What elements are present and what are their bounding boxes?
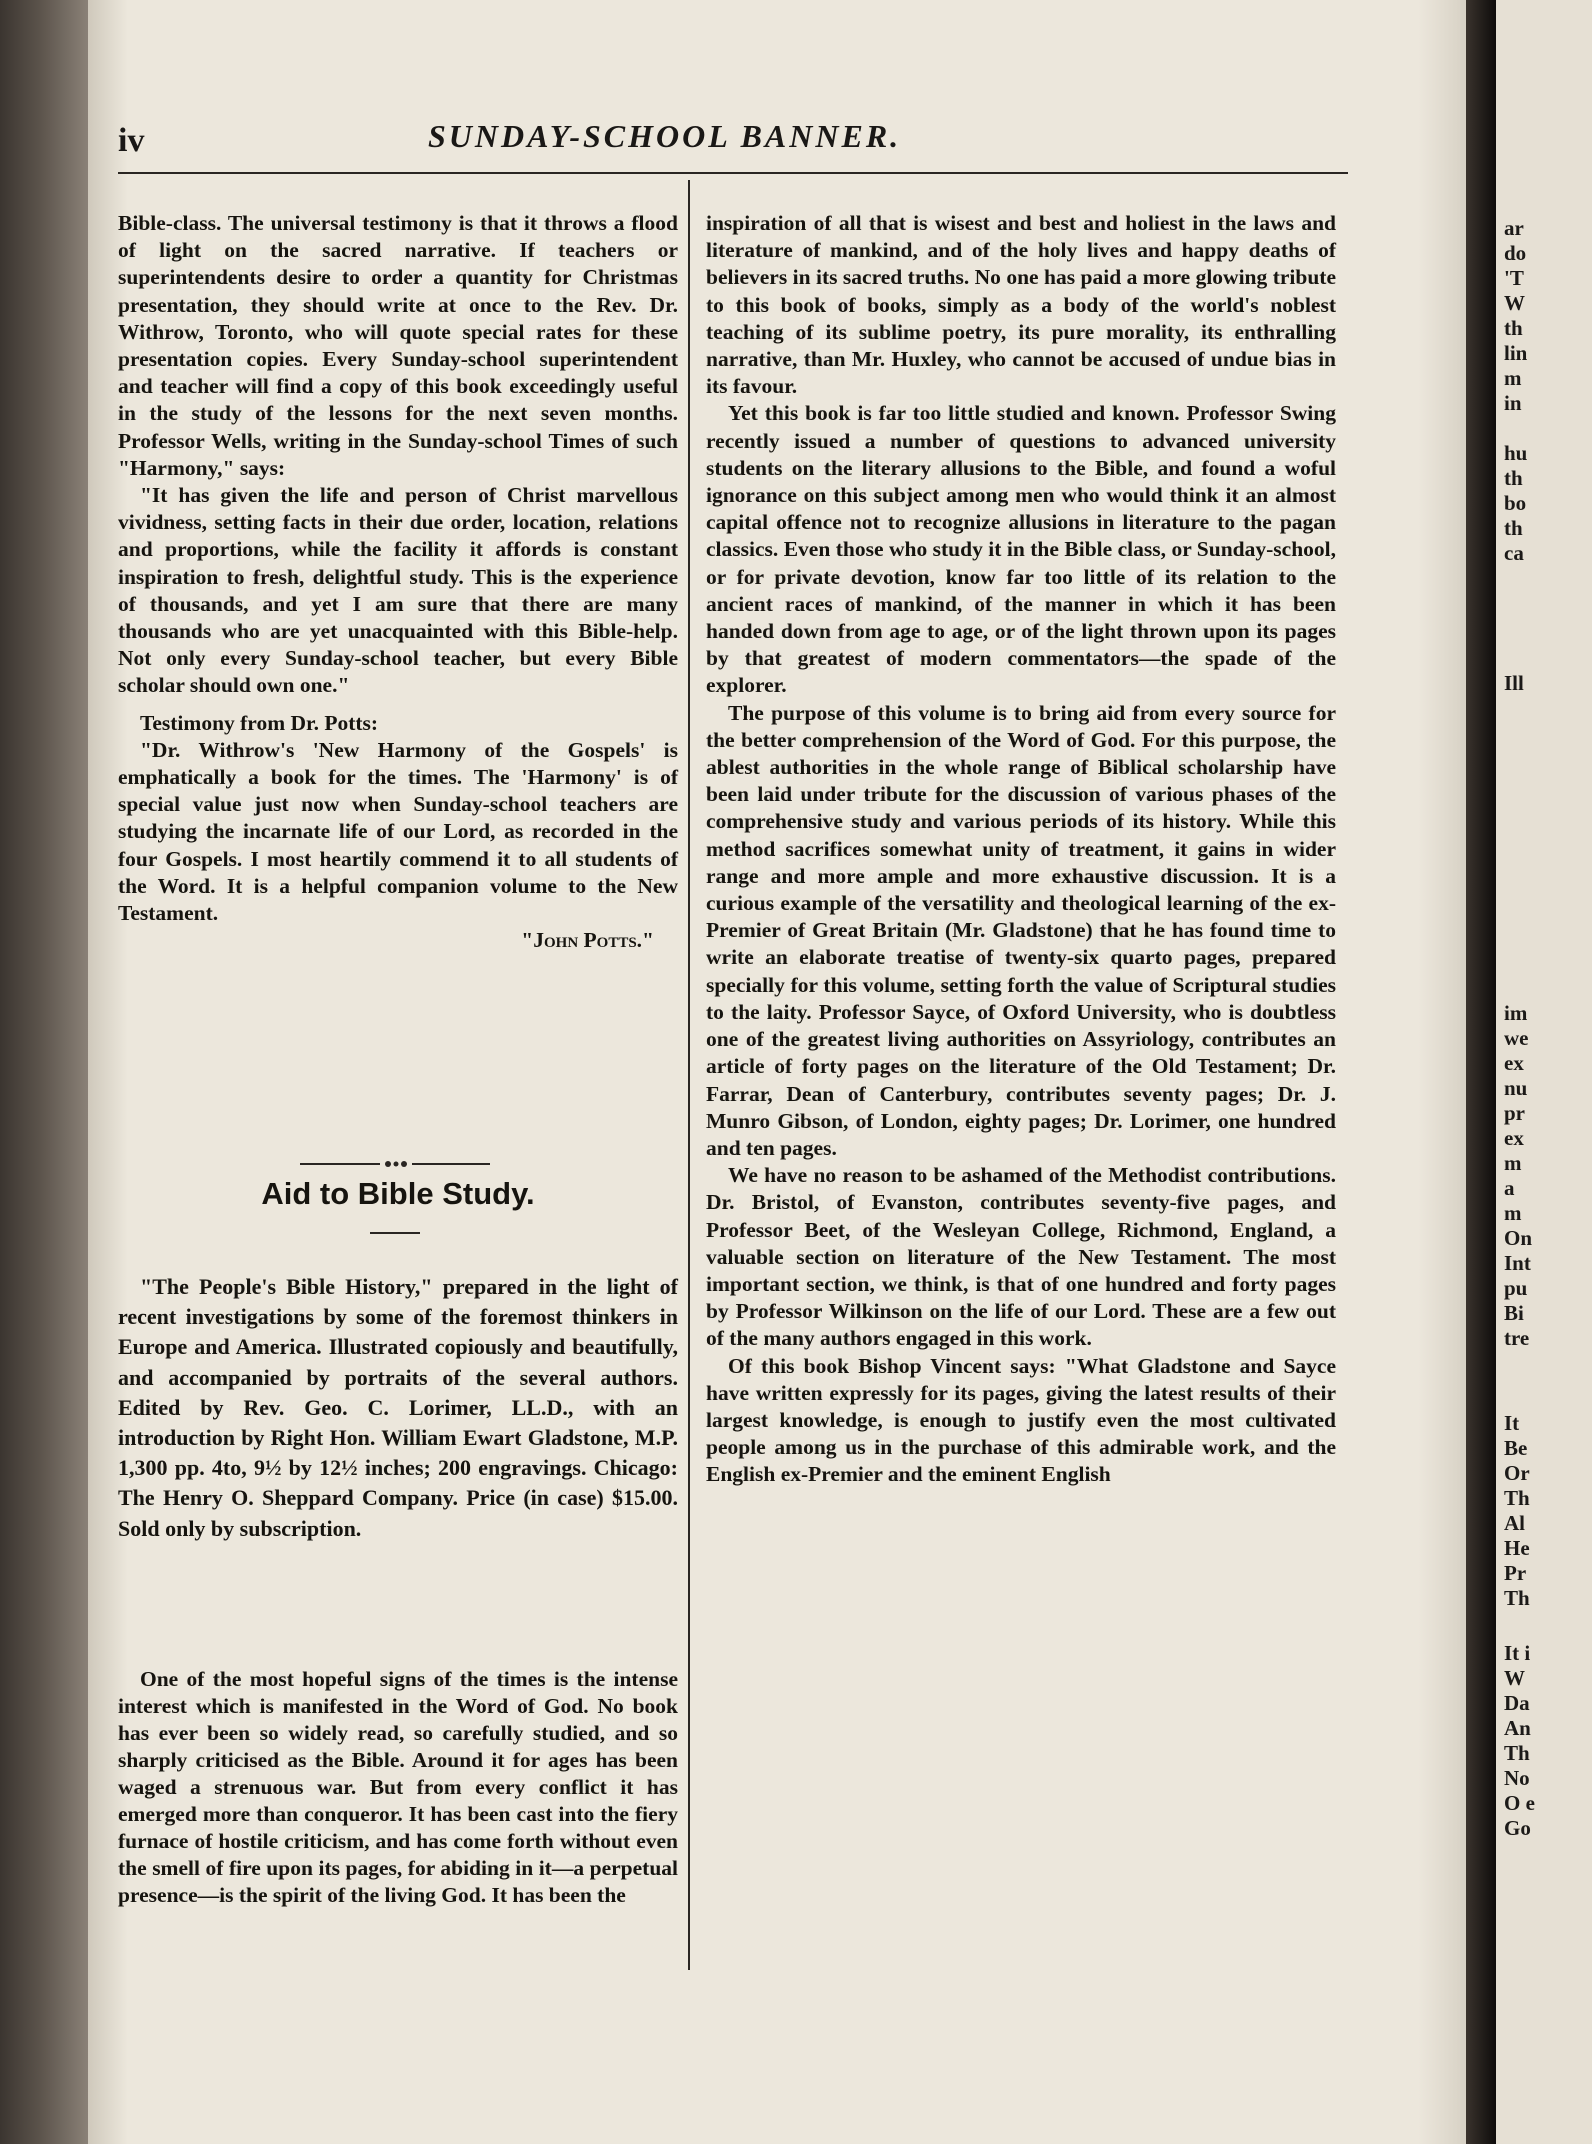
adjacent-page-fragment: An [1504,1716,1531,1740]
adjacent-page-fragment: He [1504,1536,1530,1560]
book-review-entry [118,1272,678,1544]
signature: "John Potts." [521,928,654,953]
adjacent-page-fragment: Al [1504,1511,1525,1535]
paragraph: We have no reason to be ashamed of the Methodist contributions. Dr. Bristol, of Evanston, contributes seventy-five pages, and Professor Beet, of the Wesleyan College, Richmond, England, a valuable section on literature of the New Testament. The most important section, we think, is that of one hundred and forty pages by Professor Wilkinson on the life of our Lord. These are a few out of the many authors engaged in this work. [706,1163,1336,1351]
adjacent-page-fragment: Int [1504,1251,1531,1275]
header-rule [118,172,1348,174]
adjacent-page-fragment: W [1504,291,1525,315]
adjacent-page-fragment: 'T [1504,266,1524,290]
adjacent-page-fragment: ca [1504,541,1524,565]
heading-rule [370,1232,420,1234]
adjacent-page-fragment: W [1504,1666,1525,1690]
right-column [706,210,1336,1489]
adjacent-page-fragment: Ill [1504,671,1524,695]
adjacent-page-fragment: hu [1504,441,1528,465]
adjacent-page-fragment: O e [1504,1791,1535,1815]
paragraph: inspiration of all that is wisest and best and holiest in the laws and literature of mankind, and of the holy lives and happy deaths of believers in its sacred truths. No one has paid a more glowing tribute to this book of books, simply as a body of the world's noblest teaching of its sublime poetry, its pure morality, its enthralling narrative, than Mr. Huxley, who cannot be accused of undue bias in its favour. [706,211,1336,399]
adjacent-page-fragment: Pr [1504,1561,1527,1585]
adjacent-page-fragment: Go [1504,1816,1531,1840]
adjacent-page-fragment: It [1504,1411,1520,1435]
adjacent-page-fragment: ar [1504,216,1524,240]
ornament-divider [300,1158,490,1170]
adjacent-page-fragment: Th [1504,1586,1530,1610]
adjacent-page-fragment: On [1504,1226,1533,1250]
adjacent-page-fragment: Da [1504,1691,1530,1715]
adjacent-page-fragment: bo [1504,491,1527,515]
running-title: SUNDAY-SCHOOL BANNER. [428,118,902,154]
scanned-page [88,0,1466,2144]
section-heading: Aid to Bible Study. [261,1176,535,1211]
adjacent-page-fragment: Bi [1504,1301,1524,1325]
adjacent-page-fragment: in [1504,391,1522,415]
adjacent-page-fragment: th [1504,516,1523,540]
adjacent-page-fragment: Or [1504,1461,1530,1485]
adjacent-page-fragment: ex [1504,1051,1524,1075]
left-column-top [118,210,678,954]
adjacent-page-fragment: th [1504,466,1523,490]
left-column-bottom [118,1666,678,1909]
review-paragraph: "The People's Bible History," prepared in the light of recent investigations by some of the foremost thinkers in Europe and America. Illustrated copiously and beautifully, and accompanied by portraits of the several authors. Edited by Rev. Geo. C. Lorimer, LL.D., with an introduction by Right Hon. William Ewart Gladstone, M.P. 1,300 pp. 4to, 9½ by 12½ inches; 200 engravings. Chicago: The Henry O. Sheppard Company. Price (in case) $15.00. Sold only by subscription. [118,1274,678,1541]
book-spine [0,0,88,2144]
column-divider [688,180,690,1970]
adjacent-page-fragment: m [1504,1151,1522,1175]
adjacent-page-fragment: th [1504,316,1523,340]
adjacent-page-fragment: im [1504,1001,1528,1025]
paragraph: The purpose of this volume is to bring aid from every source for the better comprehension of the Word of God. For this purpose, the ablest authorities in the whole range of Biblical scholarship have been laid under tribute for the discussion of various phases of the comprehensive study and various periods of its history. While this method sacrifices somewhat unity of treatment, it gains in wider range and more ample and more exhaustive discussion. It is a curious example of the versatility and theological learning of the ex-Premier of Great Britain (Mr. Gladstone) that he has found time to write an elaborate treatise of twenty-six quarto pages, prepared specially for this volume, setting forth the value of Scriptural studies to the laity. Professor Sayce, of Oxford University, who is doubtless one of the greatest living authorities on Assyriology, contributes an article of forty pages on the literature of the Old Testament; Dr. Farrar, Dean of Canterbury, contributes seventy pages; Dr. J. Munro Gibson, of London, eighty pages; Dr. Lorimer, one hundred and ten pages. [706,700,1336,1160]
adjacent-page-fragment: tre [1504,1326,1530,1350]
adjacent-page-fragment: m [1504,1201,1522,1225]
quote-paragraph: "Dr. Withrow's 'New Harmony of the Gospels' is emphatically a book for the times. The 'Harmony' is of special value just now when Sunday-school teachers are studying the incarnate life of our Lord, as recorded in the four Gospels. I most heartily commend it to all students of the Word. It is a helpful companion volume to the New Testament. [118,737,678,926]
adjacent-page [1496,0,1592,2144]
paragraph: Of this book Bishop Vincent says: "What Gladstone and Sayce have written expressly for its pages, giving the latest results of their largest knowledge, is enough to justify even the most cultivated people among us in the purchase of this admirable work, and the English ex-Premier and the eminent English [706,1353,1336,1487]
adjacent-page-fragment: nu [1504,1076,1528,1100]
adjacent-page-fragment: we [1504,1026,1529,1050]
paragraph: Bible-class. The universal testimony is that it throws a flood of light on the sacred narrative. If teachers or superintendents desire to order a quantity for Christmas presentation, they should write at once to the Rev. Dr. Withrow, Toronto, who will quote special rates for these presentation copies. Every Sunday-school superintendent and teacher will find a copy of this book exceedingly useful in the study of the lessons for the next seven months. Professor Wells, writing in the Sunday-school Times of such "Harmony," says: [118,211,678,480]
adjacent-page-fragment: Be [1504,1436,1528,1460]
adjacent-page-fragment: pr [1504,1101,1525,1125]
adjacent-page-fragment: Th [1504,1486,1530,1510]
adjacent-page-fragment: No [1504,1766,1530,1790]
adjacent-page-fragment: It i [1504,1641,1531,1665]
quote-paragraph: "It has given the life and person of Christ marvellous vividness, setting facts in their due order, location, relations and proportions, while the facility it affords is constant inspiration to fresh, delightful study. This is the experience of thousands, and yet I am sure that there are many thousands who are yet unacquainted with this Bible-help. Not only every Sunday-school teacher, but every Bible scholar should own one." [118,483,678,698]
book-gutter [1466,0,1496,2144]
adjacent-page-fragment: ex [1504,1126,1524,1150]
adjacent-page-fragment: do [1504,241,1527,265]
adjacent-page-fragment: lin [1504,341,1528,365]
adjacent-page-fragment: a [1504,1176,1515,1200]
adjacent-page-fragment: Th [1504,1741,1530,1765]
page-number: iv [118,122,145,159]
paragraph: Testimony from Dr. Potts: [140,710,379,735]
adjacent-page-fragment: pu [1504,1276,1528,1300]
paragraph: One of the most hopeful signs of the times is the intense interest which is manifested in the Word of God. No book has ever been so widely read, so carefully studied, and so sharply criticised as the Bible. Around it for ages has been waged a strenuous war. But from every conflict it has emerged more than conqueror. It has been cast into the fiery furnace of hostile criticism, and has come forth without even the smell of fire upon its pages, for abiding in it—a perpetual presence—is the spirit of the living God. It has been the [118,1667,678,1907]
adjacent-page-fragment: m [1504,366,1522,390]
paragraph: Yet this book is far too little studied and known. Professor Swing recently issued a number of questions to advanced university students on the literary allusions to the Bible, and found a woful ignorance on this subject among men who would think it an almost capital offence not to recognize allusions in literature to the pagan classics. Even those who study it in the Bible class, or Sunday-school, or for private devotion, know far too little of its relation to the ancient races of mankind, of the manner in which it has been handed down from age to age, or of the light thrown upon its pages by that greatest of modern commentators—the spade of the explorer. [706,401,1336,698]
